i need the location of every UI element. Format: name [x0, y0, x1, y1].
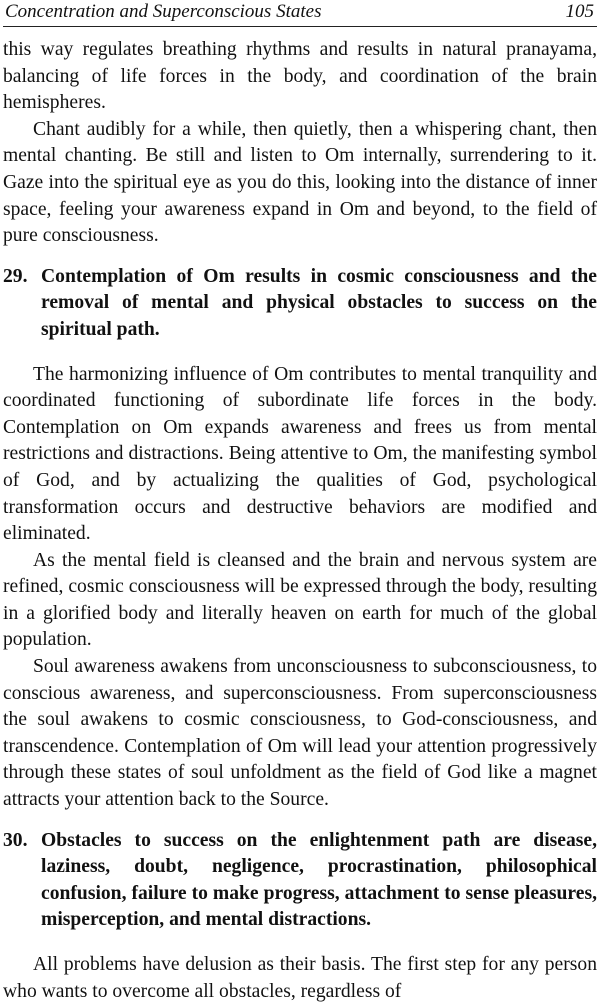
- sutra-30-number: 30.: [3, 829, 28, 851]
- paragraph-continued: this way regulates breathing rhythms and results in natural pranayama, balancing of life forces in the body, and coordination of the brain hemispheres.: [3, 39, 597, 114]
- paragraph-soul-awareness: Soul awareness awakens from unconsciousness to subconsciousness, to conscious awareness, and superconsciousness. From superconsciousness the soul awakens to cosmic consciousness, to God-consciousness, and transcendence. Contemplation of Om will lead your attention progressively through these states of soul unfoldment as the field of God like a magnet attracts your attention back to the Source.: [3, 656, 597, 811]
- sutra-29-text: Contemplation of Om results in cosmic consciousness and the removal of mental and physical obstacles to success on the spiritual path.: [41, 265, 597, 340]
- header-rule: [3, 26, 597, 27]
- paragraph-mental-field: As the mental field is cleansed and the brain and nervous system are refined, cosmic consciousness will be expressed through the body, resulting in a glorified body and literally heaven on earth for much of the global population.: [3, 549, 597, 651]
- sutra-29-number: 29.: [3, 265, 28, 287]
- paragraph-delusion: All problems have delusion as their basis. The first step for any person who wants to overcome all obstacles, regardless of: [3, 954, 597, 1002]
- sutra-30-text: Obstacles to success on the enlightenment path are disease, laziness, doubt, negligence, procrastination, philosophical confusion, failure to make progress, attachment to sense pleasures, misperception, and mental distractions.: [41, 829, 597, 931]
- sutra-30: [3, 828, 597, 934]
- page-number: 105: [565, 1, 594, 22]
- sutra-29: [3, 264, 597, 344]
- chapter-title: Concentration and Superconscious States: [5, 1, 322, 22]
- running-head: [3, 0, 597, 26]
- paragraph-chant: Chant audibly for a while, then quietly, then a whispering chant, then mental chanting. Be still and listen to Om internally, surrendering to it. Gaze into the spiritual eye as you do this, looking into the distance of inner space, feeling your awareness expand in Om and beyond, to the field of pure consciousness.: [3, 118, 597, 247]
- paragraph-harmonizing: The harmonizing influence of Om contributes to mental tranquility and coordinated functioning of subordinate life forces in the body. Contemplation on Om expands awareness and frees us from mental restrictions and distractions. Being attentive to Om, the manifesting symbol of God, and by actualizing the qualities of God, psychological transformation occurs and destructive behaviors are modified and eliminated.: [3, 363, 597, 545]
